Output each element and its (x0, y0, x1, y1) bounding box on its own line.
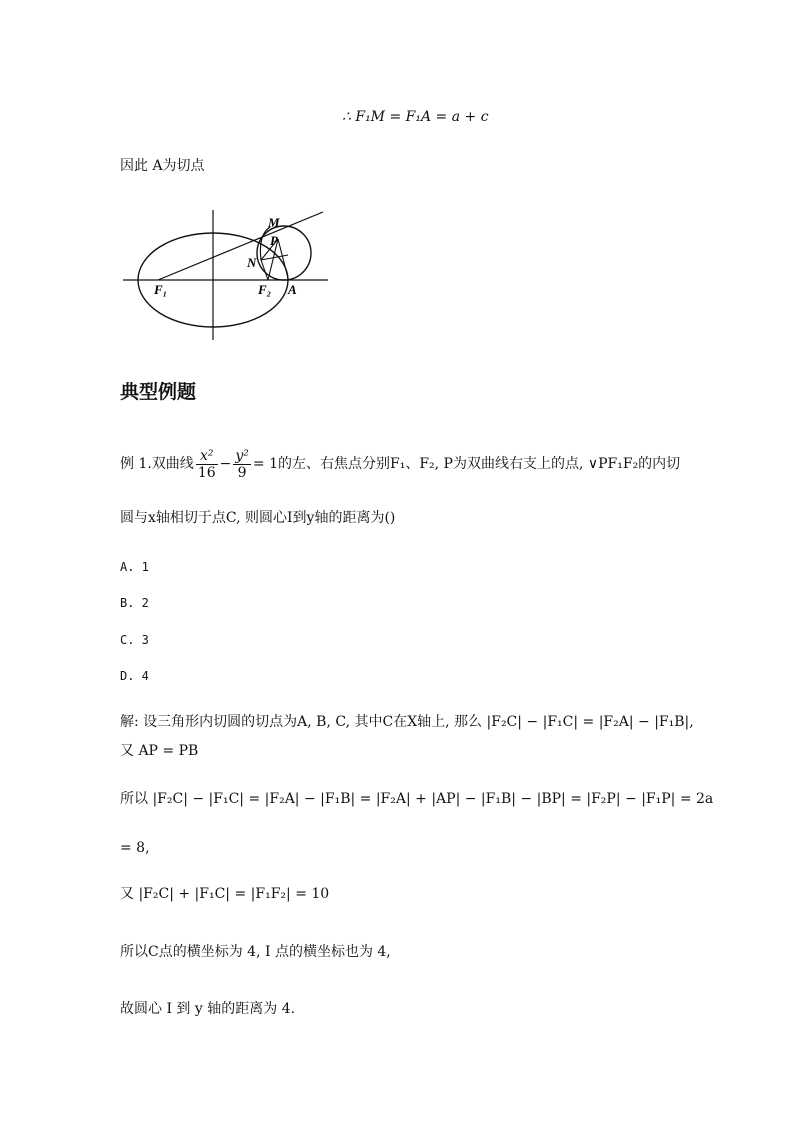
top-equation: ∴ F₁M = F₁A = a + c (342, 109, 489, 125)
option-b: B. 2 (120, 596, 149, 610)
solution-line-4: = 8, (120, 840, 150, 856)
label-N: N (247, 255, 257, 270)
option-d: D. 4 (120, 669, 149, 683)
label-F1: F₁ (154, 282, 168, 297)
solution-line-5: 又 |F₂C| + |F₁C| = |F₁F₂| = 10 (120, 886, 330, 902)
therefore-line: 因此 A为切点 (120, 158, 205, 174)
solution-line-1: 解: 设三角形内切圆的切点为A, B, C, 其中C在X轴上, 那么 |F₂C| − |F₁C| = |F₂A| − |F₁B|, (120, 714, 694, 730)
example-tail: = 1的左、右焦点分别F₁、F₂, P为双曲线右支上的点, ∨PF₁F₂的内切 (252, 456, 681, 472)
segment-n-f2 (261, 260, 268, 280)
label-M: M (268, 215, 280, 230)
section-title: 典型例题 (120, 381, 197, 403)
option-c: C. 3 (120, 633, 149, 647)
solution-line-2: 又 AP = PB (120, 743, 199, 759)
fraction-x2-16: $\frac{\text{x²}}{16}$ (197, 447, 216, 481)
example-line-2: 圆与x轴相切于点C, 则圆心I到y轴的距离为() (120, 510, 396, 526)
fraction-y2-9: $\frac{\text{y²}}{9}$ (235, 447, 249, 481)
label-F2: F₂ (258, 282, 272, 297)
label-P: P (270, 233, 278, 248)
label-A: A (288, 282, 297, 297)
solution-line-6: 所以C点的横坐标为 4, I 点的横坐标也为 4, (120, 944, 391, 960)
option-a: A. 1 (120, 560, 149, 574)
line-f1-m (158, 212, 323, 280)
example-line-1 (120, 447, 680, 481)
ellipse-tangent-figure (118, 205, 338, 347)
minus-sign: − (219, 456, 232, 472)
example-prefix: 例 1.双曲线 (120, 456, 194, 472)
solution-line-7: 故圆心 I 到 y 轴的距离为 4. (120, 1001, 296, 1017)
solution-line-3: 所以 |F₂C| − |F₁C| = |F₂A| − |F₁B| = |F₂A| + |AP| − |F₁B| − |BP| = |F₂P| − |F₁P| = 2a (120, 791, 714, 807)
